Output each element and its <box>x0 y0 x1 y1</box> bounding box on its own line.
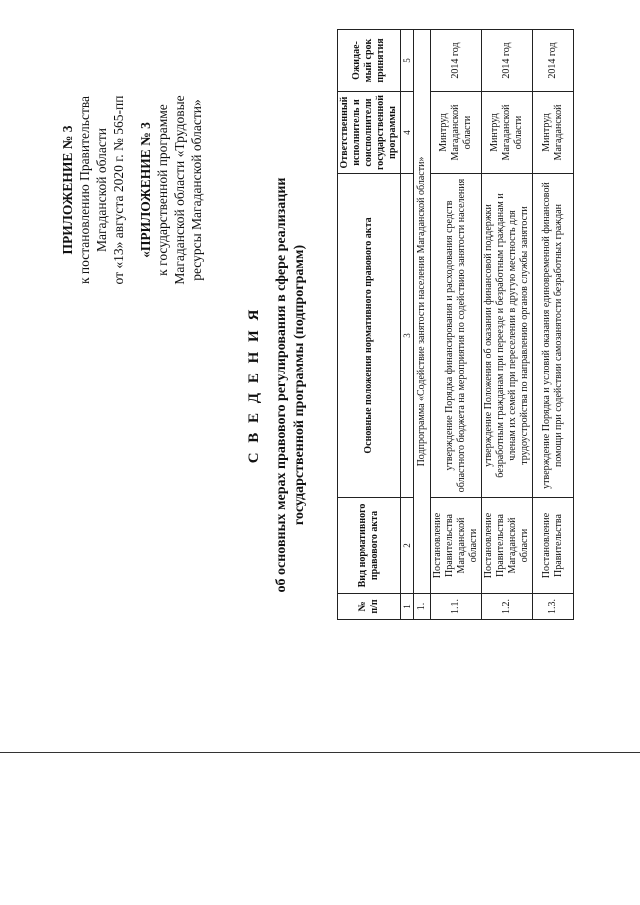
table-header-row <box>338 30 401 620</box>
row-number: 1.1. <box>431 594 482 620</box>
section-number: 1. <box>414 594 431 620</box>
row-number: 1.3. <box>533 594 574 620</box>
table-row <box>431 30 482 620</box>
table-column-numbers-row <box>401 30 414 620</box>
column-number: 4 <box>401 92 414 174</box>
row-act-content: утверждение Порядка финансирования и расходования средств областного бюджета на мероприятия по содействию занятости населения <box>431 174 482 498</box>
table-row <box>533 30 574 620</box>
column-number: 1 <box>401 594 414 620</box>
appendix-line: к государственной программе <box>155 104 170 276</box>
row-act-type: Постановление Правительства Магаданской области <box>431 498 482 594</box>
row-deadline: 2014 год <box>533 30 574 92</box>
page-divider-line <box>0 752 640 753</box>
document-title: С В Е Д Е Н И Я <box>246 306 262 464</box>
document-subtitle-line: государственной программы (подпрограмм) <box>292 244 307 526</box>
column-number: 3 <box>401 174 414 498</box>
appendix-line: ресурсы Магаданской области» <box>189 99 204 281</box>
appendix-line: Магаданской области <box>94 128 109 252</box>
column-number: 2 <box>401 498 414 594</box>
row-act-content: утверждение Порядка и условий оказания единовременной финансовой помощи при содействии самозанятости безработных граждан <box>533 174 574 498</box>
row-number: 1.2. <box>482 594 533 620</box>
row-act-content: утверждение Положения об оказании финансовой поддержки безработным гражданам при переезде и безработным гражданам и членам их семей при переселении в другую местность для трудоустройства по направлению органов службы занятости <box>482 174 533 498</box>
row-executor: Минтруд Магаданской области <box>482 92 533 174</box>
row-deadline: 2014 год <box>431 30 482 92</box>
row-deadline: 2014 год <box>482 30 533 92</box>
appendix-number: ПРИЛОЖЕНИЕ № 3 <box>60 125 75 255</box>
table-row <box>482 30 533 620</box>
row-act-type: Постановление Правительства <box>533 498 574 594</box>
rotated-page-content <box>45 15 605 735</box>
appendix-decree-date: от «13» августа 2020 г. № 565-пп <box>111 95 126 285</box>
spacer <box>127 25 137 355</box>
row-executor: Минтруд Магаданской <box>533 92 574 174</box>
appendix-block <box>59 25 205 355</box>
document-subtitle-line: об основных мерах правового регулирования в сфере реализации <box>274 177 289 593</box>
header-act-content: Основные положения нормативного правового акта <box>338 174 401 498</box>
table-section-row <box>414 30 431 620</box>
legal-measures-table <box>337 29 574 620</box>
appendix-original-number: «ПРИЛОЖЕНИЕ № 3 <box>138 122 153 258</box>
header-number: № п/п <box>338 594 401 620</box>
header-act-type: Вид нормативного правового акта <box>338 498 401 594</box>
header-deadline: Ожидае-мый срок принятия <box>338 30 401 92</box>
appendix-line: Магаданской области «Трудовые <box>172 95 187 285</box>
header-executor: Ответственный исполнитель и соисполнители государственной программы <box>338 92 401 174</box>
row-executor: Минтруд Магаданской области <box>431 92 482 174</box>
section-title: Подпрограмма «Содействие занятости населения Магаданской области» <box>414 30 431 594</box>
column-number: 5 <box>401 30 414 92</box>
appendix-line: к постановлению Правительства <box>77 95 92 285</box>
row-act-type: Постановление Правительства Магаданской области <box>482 498 533 594</box>
document-heading <box>245 105 309 665</box>
